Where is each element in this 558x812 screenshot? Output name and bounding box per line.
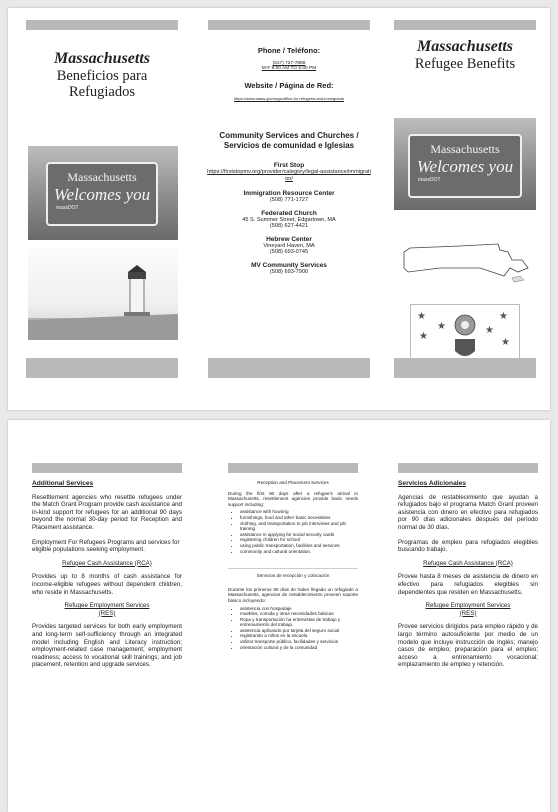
paragraph: Programas de empleo para refugiados elegibles buscando trabajo. [398,538,538,554]
panel-header-bar [208,20,370,30]
panel-header-bar [32,463,182,473]
contact-item [204,236,374,255]
list-item: • asistencia aplicando por tarjeta del seguro social [240,628,358,634]
contact-name: Hebrew Center [266,235,312,243]
contact-item [204,162,374,183]
section-heading: Additional Services [32,480,94,487]
bullet-list [228,509,358,554]
panel-right-servicios-adicionales [398,420,538,812]
massachusetts-map-icon [400,238,536,286]
paragraph: Provee hasta 8 meses de asistencia de dinero en efectivo para refugiados elegibles sin dependientes que residen en Massachusetts. [398,573,538,596]
svg-text:★: ★ [485,325,494,336]
panel-footer-bar [26,358,178,378]
list-item: • utilizar transporte público, facilidades y servicios [240,639,358,645]
sign-state-name: Massachusetts [430,142,500,156]
panel-left-spanish-cover [22,8,182,410]
state-flag-icon [411,305,519,363]
paragraph: Provides targeted services for both early employment and long-term self-sufficiency through an integrated model including English and Literacy instruction; employment-related case management; employment readiness; access to vocational skill trainings; and job placement, retention and upgrade services. [32,623,182,669]
sign-welcome-text: Welcomes you [416,157,514,176]
phone-heading: Phone / Teléfono: [257,46,321,55]
lighthouse-icon [28,248,178,340]
cover-title: Massachusetts [416,38,514,55]
rca-heading: Refugee Cash Assistance (RCA) [423,559,513,567]
list-item: • clothing, and transportation to job interviews and job training [240,521,358,532]
website-link[interactable]: https://www.mass.gov/orgs/office-for-refugees-and-immigrants [234,96,344,101]
welcome-sign-photo [394,118,536,210]
panel-middle-reception [228,420,358,812]
list-item: • registrando a niños en la escuela [240,633,358,639]
panel-middle-contacts [204,8,374,410]
paragraph: Durante los primeros 90 días de haber llegado un refugiado a Massachusetts, agencias de restablecimiento proveen soporte básico incluyendo: [228,586,358,603]
list-item: • asistencia con hospedaje [240,606,358,612]
list-item: • muebles, comida y otras necesidades básicas [240,611,358,617]
cover-subtitle: Beneficios para Refugiados [56,68,148,100]
phone-number[interactable]: (617) 727-7888 [272,61,306,66]
sign-state-name: Massachusetts [67,170,137,184]
panel-header-bar [394,20,536,30]
panel-footer-bar [208,358,370,378]
brochure-inside-page [8,420,550,812]
svg-text:★: ★ [501,337,510,348]
svg-text:★: ★ [437,321,446,332]
sign-credit: massDOT [56,205,79,211]
list-item: • registering children for school [240,537,358,543]
list-item: • Ropa y transportación ha entrevistas de trabajo y entrenamiento del trabajo. [240,617,358,628]
phone-hours: M-F 9:00 AM TO 5:00 PM [261,66,317,71]
contact-detail: (508) 693-0745 [269,248,309,255]
list-item: • orientación cultural y de la comunidad [240,645,358,651]
contact-detail: (508) 693-7900 [269,268,309,275]
sign-welcome-text: Welcomes you [53,185,151,204]
contact-item [204,262,374,275]
list-item: • using public transportation, facilities and services [240,543,358,549]
cover-title: Massachusetts [53,50,151,67]
brochure-outside-page [8,8,550,410]
sign-credit: massDOT [418,177,441,183]
paragraph: Agencias de restablecimiento que ayudan a refugiados bajo el programa Match Grant proveen asistencia con dinero en efectivo para refugiados por 90 días adicionales después del período normal de 30 días. [398,493,538,531]
section-heading: Servicios Adicionales [398,480,466,487]
svg-text:★: ★ [499,311,508,322]
paragraph: During the first 90 days after a refugee's arrival in Massachusetts, resettlement agencies provide basic needs support including: [228,490,358,507]
welcome-sign [408,134,522,198]
panel-right-english-cover [390,8,540,410]
welcome-sign-photo [28,146,178,240]
contact-item [204,210,374,229]
res-heading: Refugee Employment Services (RES) [64,602,150,617]
bullet-list [228,606,358,651]
panel-header-bar [228,463,358,473]
res-heading: Refugee Employment Services (RES) [425,602,511,617]
contact-name: Immigration Resource Center [243,189,335,197]
contact-detail: (508) 627-4421 [269,222,309,229]
welcome-sign [46,162,158,226]
paragraph: Provides up to 8 months of cash assistance for income-eligible refugees without dependent children, who reside in Massachusetts. [32,573,182,596]
contact-detail: 45 S. Summer Street, Edgartown, MA [242,216,336,223]
contact-link[interactable]: https://firststopmv.org/provider/category/legal-assistance/immigration/ [207,169,371,182]
divider [228,568,358,569]
panel-header-bar [26,20,178,30]
contact-detail: (508) 771-1727 [269,196,309,203]
svg-text:★: ★ [419,331,428,342]
panel-footer-bar [394,358,536,378]
list-item: • assistance in applying for social security cards [240,532,358,538]
contact-name: Federated Church [261,209,317,217]
rca-heading: Refugee Cash Assistance (RCA) [62,559,152,567]
contact-list [204,162,374,275]
paragraph: Provee servicios dirigidos para empleo rápido y de largo término autosuficiente por medio de un modelo que incluye instrucción de Inglés; manejo casos de empleo; preparación para el empleo; acceso a entrenamiento vocacional; emplazamiento de empleo y retención. [398,623,538,669]
contact-detail: Vineyard Haven, MA [263,242,315,249]
list-item: • furnishings, food and other basic necessities [240,515,358,521]
contact-name: First Stop [273,162,305,169]
services-heading: Community Services and Churches / Servicios de comunidad e Iglesias [219,131,359,150]
section-heading: Servicios de recepción y colocación [256,573,330,579]
contact-name: MV Community Services [251,261,327,269]
paragraph: Resettlement agencies who resettle refugees under the Match Grant Program provide cash assistance and in-kind support for refugees for an additional 90 days beyond the normal 30-day period for Reception and Placement assistance. [32,493,182,531]
paragraph: Employment For Refugees Programs and services for eligible populations seeking employment. [32,538,180,554]
contact-item [204,190,374,203]
state-flag [410,304,520,364]
panel-header-bar [398,463,538,473]
panel-left-additional-services [32,420,182,812]
svg-text:★: ★ [417,311,426,322]
cover-subtitle: Refugee Benefits [414,56,516,72]
website-heading: Website / Página de Red: [244,81,334,90]
list-item: • community and cultural orientation. [240,549,358,555]
list-item: • assistance with housing [240,509,358,515]
lighthouse-photo [28,248,178,340]
section-heading: Reception and Placement Services [257,480,329,485]
